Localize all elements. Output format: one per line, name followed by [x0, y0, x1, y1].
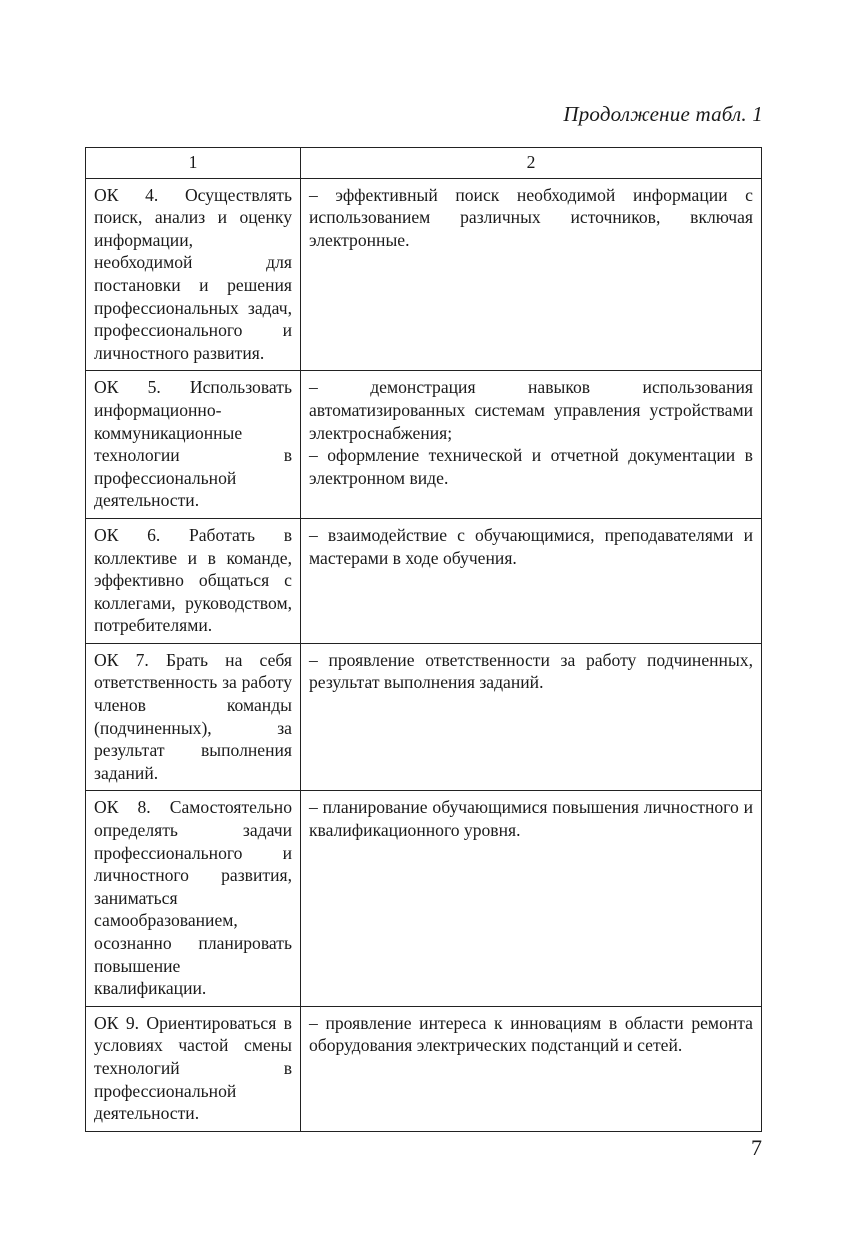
indicator-cell — [301, 791, 762, 1006]
indicator-cell — [301, 371, 762, 519]
column-header-1: 1 — [86, 148, 301, 179]
competency-cell: ОК 6. Работать в коллективе и в команде, эффективно общаться с коллегами, руководством, потребителями. — [86, 518, 301, 643]
competency-cell: ОК 8. Самостоятельно определять задачи профессионального и личностного развития, заниматься самообразованием, осознанно планировать повышение квалификации. — [86, 791, 301, 1006]
table-row — [86, 1006, 762, 1131]
indicator-text: – взаимодействие с обучающимися, преподавателями и мастерами в ходе обучения. — [309, 524, 753, 568]
competency-cell: ОК 9. Ориентироваться в условиях частой смены технологий в профессиональной деятельности. — [86, 1006, 301, 1131]
indicator-cell — [301, 1006, 762, 1131]
indicator-cell — [301, 518, 762, 643]
competency-cell: ОК 4. Осуществлять поиск, анализ и оценку информации, необходимой для постановки и решения профессиональных задач, профессионального и личностного развития. — [86, 178, 301, 371]
indicator-text: – оформление технической и отчетной документации в электронном виде. — [309, 445, 753, 488]
indicator-cell — [301, 178, 762, 371]
table-row — [86, 371, 762, 519]
competency-cell: ОК 5. Использовать информационно-коммуникационные технологии в профессиональной деятельности. — [86, 371, 301, 519]
table-row — [86, 791, 762, 1006]
indicator-text: – планирование обучающимися повышения личностного и квалификационного уровня. — [309, 797, 753, 841]
table-row — [86, 178, 762, 371]
page-number: 7 — [751, 1135, 762, 1160]
table-header-row — [86, 148, 762, 179]
column-header-2: 2 — [301, 148, 762, 179]
indicator-text: – проявление интереса к инновациям в области ремонта оборудования электрических подстанций и сетей. — [309, 1012, 753, 1056]
competencies-table — [85, 147, 762, 1132]
competency-cell: ОК 7. Брать на себя ответственность за работу членов команды (подчиненных), за результат выполнения заданий. — [86, 643, 301, 791]
indicator-cell — [301, 643, 762, 791]
indicator-text: – эффективный поиск необходимой информации с использованием различных источников, включая электронные. — [309, 184, 753, 250]
table-continuation-caption: Продолжение табл. 1 — [563, 102, 763, 126]
table-row — [86, 643, 762, 791]
indicator-text: – демонстрация навыков использования автоматизированных системам управления устройствами электроснабжения; — [309, 377, 753, 443]
indicator-text: – проявление ответственности за работу подчиненных, результат выполнения заданий. — [309, 649, 753, 693]
table-row — [86, 518, 762, 643]
